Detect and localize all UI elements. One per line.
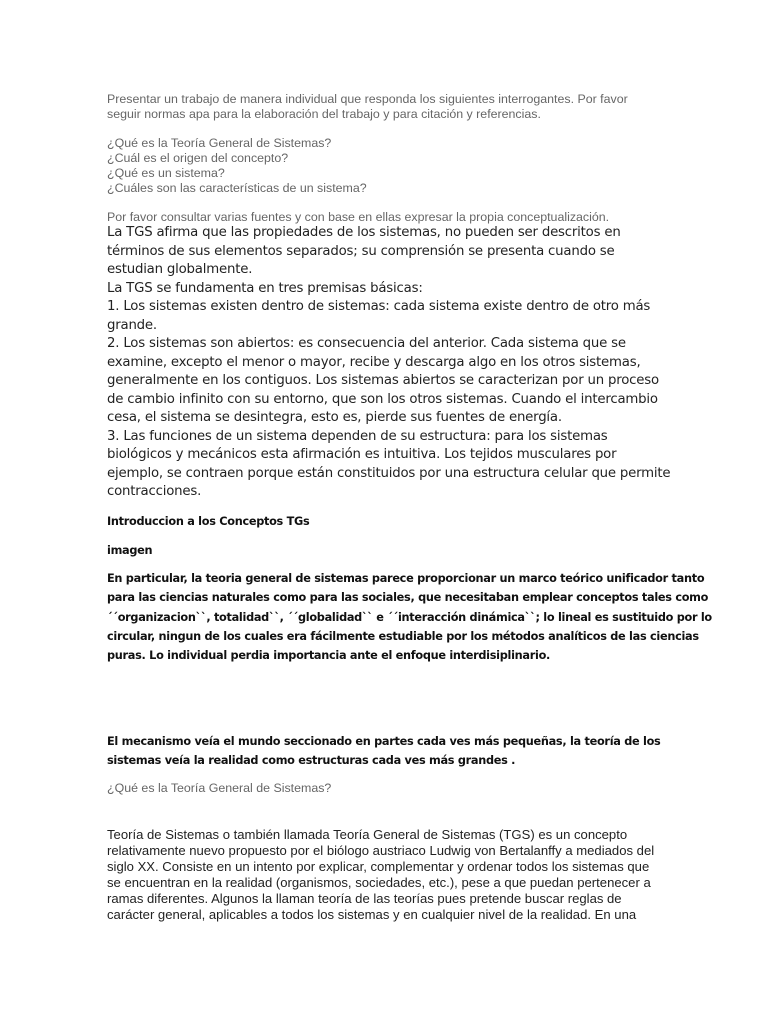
section-heading-text: Introduccion a los Conceptos TGs (107, 515, 310, 528)
intro-line: Presentar un trabajo de manera individual que responda los siguientes interrogantes. Por favor (107, 92, 628, 106)
consult-note (107, 210, 667, 225)
section-heading (107, 512, 652, 531)
question-repeat-text: ¿Qué es la Teoría General de Sistemas? (107, 781, 332, 795)
answer-line: ejemplo, se contraen porque están constituidos por una estructura celular que permite (107, 465, 671, 481)
paragraph-line: siglo XX. Consiste en un intento por explicar, complementar y ordenar todos los sistemas que (107, 859, 650, 875)
answer-line: grande. (107, 317, 157, 333)
paragraph-3 (107, 827, 662, 924)
paragraph-line: ramas diferentes. Algunos la llaman teoría de las teorías pues pretende buscar reglas de (107, 891, 622, 907)
paragraph-line: Teoría de Sistemas o también llamada Teoría General de Sistemas (TGS) es un concepto (107, 827, 628, 842)
consult-note-text: Por favor consultar varias fuentes y con base en ellas expresar la propia conceptualización. (107, 210, 610, 224)
paragraph-line: relativamente nuevo propuesto por el biólogo austriaco Ludwig von Bertalanffy a mediados del (107, 843, 655, 859)
paragraph-line: circular, ningun de los cuales era fácilmente estudiable por los métodos analíticos de las ciencias (107, 629, 699, 643)
answer-block (107, 224, 671, 502)
paragraph-line: El mecanismo veía el mundo seccionado en partes cada ves más pequeñas, la teoría de los (107, 735, 661, 748)
paragraph-2 (107, 732, 661, 771)
answer-line: generalmente en los contiguos. Los sistemas abiertos se caracterizan por un proceso (107, 373, 659, 388)
answer-line: estudian globalmente. (107, 262, 253, 277)
answer-line: 3. Las funciones de un sistema dependen de su estructura: para los sistemas (107, 428, 608, 444)
question-item: ¿Qué es un sistema? (107, 166, 225, 180)
intro-paragraph (107, 92, 667, 122)
paragraph-line: carácter general, aplicables a todos los sistemas y en cualquier nivel de la realidad. En una (107, 907, 637, 923)
image-label: imagen (107, 544, 153, 557)
answer-line: La TGS afirma que las propiedades de los sistemas, no pueden ser descritos en (107, 225, 621, 240)
paragraph-line: se encuentran en la realidad (organismos, sociedades, etc.), pese a que puedan pertenecer a (107, 875, 651, 891)
question-item: ¿Cuáles son las características de un sistema? (107, 181, 367, 195)
question-item: ¿Qué es la Teoría General de Sistemas? (107, 136, 332, 150)
question-repeat (107, 781, 667, 796)
question-item: ¿Cuál es el origen del concepto? (107, 151, 289, 165)
answer-line: 2. Los sistemas son abiertos: es consecuencia del anterior. Cada sistema que se (107, 336, 626, 351)
answer-line: de cambio infinito con su entorno, que son los otros sistemas. Cuando el intercambio (107, 391, 658, 407)
paragraph-line: ´´organizacion``, totalidad``, ´´globalidad`` e ´´interacción dinámica``; lo lineal es sustituido por lo (107, 610, 712, 624)
image-placeholder (107, 541, 652, 560)
answer-line: cesa, el sistema se desintegra, esto es, pierde sus fuentes de energía. (107, 410, 562, 425)
answer-line: contracciones. (107, 484, 202, 499)
paragraph-line: En particular, la teoria general de sistemas parece proporcionar un marco teórico unificador tanto (107, 572, 705, 585)
answer-line: términos de sus elementos separados; su comprensión se presenta cuando se (107, 243, 615, 259)
answer-line: biológicos y mecánicos esta afirmación es intuitiva. Los tejidos musculares por (107, 447, 617, 462)
question-list (107, 136, 667, 196)
paragraph-line: para las ciencias naturales como para las sociales, que necesitaban emplear conceptos tales como (107, 591, 709, 605)
answer-line: 1. Los sistemas existen dentro de sistemas: cada sistema existe dentro de otro más (107, 299, 651, 314)
paragraph-line: sistemas veía la realidad como estructuras cada ves más grandes . (107, 754, 516, 768)
answer-line: La TGS se fundamenta en tres premisas básicas: (107, 280, 423, 296)
answer-line: examine, excepto el menor o mayor, recibe y descarga algo en los otros sistemas, (107, 354, 641, 370)
intro-line: seguir normas apa para la elaboración del trabajo y para citación y referencias. (107, 107, 541, 121)
paragraph-line: puras. Lo individual perdia importancia ante el enfoque interdisiplinario. (107, 649, 551, 663)
paragraph-1 (107, 569, 712, 665)
